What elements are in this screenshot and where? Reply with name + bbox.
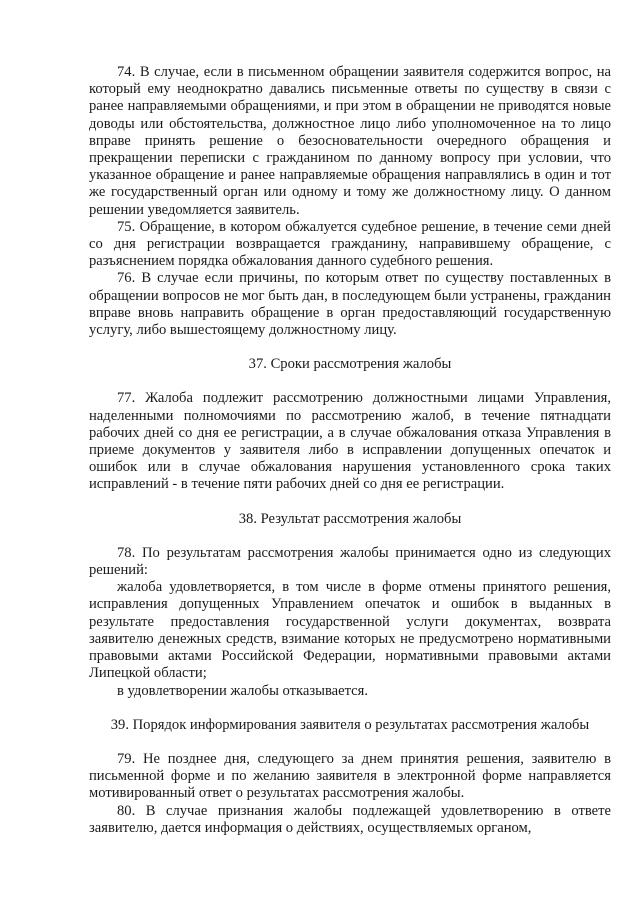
section-heading-38: 38. Результат рассмотрения жалобы	[238, 510, 462, 527]
section-heading-39: 39. Порядок информирования заявителя о результатах рассмотрения жалобы	[110, 716, 590, 733]
paragraph-78: 78. По результатам рассмотрения жалобы принимается одно из следующих решений:	[89, 544, 611, 579]
paragraph-78-option-grant: жалоба удовлетворяется, в том числе в форме отмены принятого решения, исправления допущенных Управлением опечаток и ошибок в выданных в результате предоставления государственной услуги документах, возврата заявителю денежных средств, взимание которых не предусмотрено нормативными правовыми актами Российской Федерации, нормативными правовыми актами Липецкой области;	[89, 579, 611, 682]
paragraph-78-option-deny: в удовлетворении жалобы отказывается.	[117, 682, 369, 699]
paragraph-74: 74. В случае, если в письменном обращении заявителя содержится вопрос, на который ему неоднократно давались письменные ответы по существу в связи с ранее направляемыми обращениями, и при этом в обращении не приводятся новые доводы или обстоятельства, должностное лицо либо уполномоченное на то лицо вправе принять решение о безосновательности очередного обращения и прекращении переписки с гражданином по данному вопросу при условии, что указанное обращение и ранее направляемые обращения направлялись в один и тот же государственный орган или одному и тому же должностному лицу. О данном решении уведомляется заявитель.	[89, 64, 611, 218]
paragraph-77: 77. Жалоба подлежит рассмотрению должностными лицами Управления, наделенными полномочиями по рассмотрению жалоб, в течение пятнадцати рабочих дней со дня ее регистрации, а в случае обжалования отказа Управления в приеме документов у заявителя либо в исправлении допущенных опечаток и ошибок или в случае обжалования нарушения установленного срока таких исправлений - в течение пяти рабочих дней со дня ее регистрации.	[89, 390, 611, 493]
paragraph-79: 79. Не позднее дня, следующего за днем принятия решения, заявителю в письменной форме и по желанию заявителя в электронной форме направляется мотивированный ответ о результатах рассмотрения жалобы.	[89, 750, 611, 802]
section-heading-37: 37. Сроки рассмотрения жалобы	[248, 356, 452, 373]
paragraph-75: 75. Обращение, в котором обжалуется судебное решение, в течение семи дней со дня регистрации возвращается гражданину, направившему обращение, с разъяснением порядка обжалования данного судебного решения.	[89, 218, 611, 270]
document-page	[89, 64, 611, 837]
paragraph-80: 80. В случае признания жалобы подлежащей удовлетворению в ответе заявителю, дается информация о действиях, осуществляемых органом,	[89, 802, 611, 836]
paragraph-76: 76. В случае если причины, по которым ответ по существу поставленных в обращении вопросов не мог быть дан, в последующем были устранены, гражданин вправе вновь направить обращение в орган предоставляющий государственную услугу, либо вышестоящему должностному лицу.	[89, 270, 611, 339]
